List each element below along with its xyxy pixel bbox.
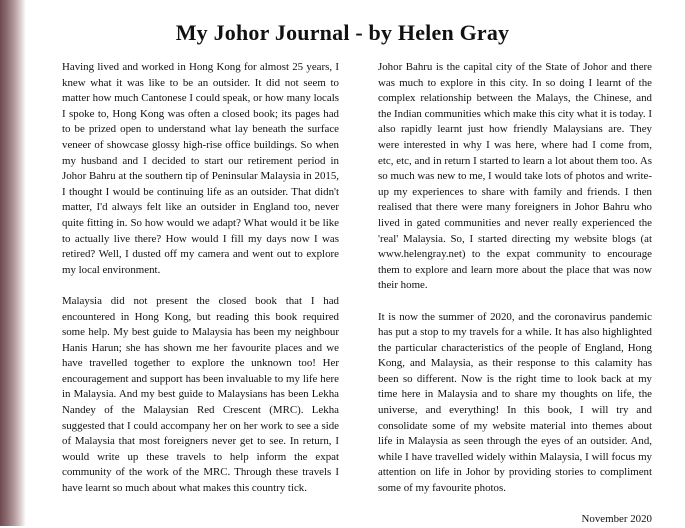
book-spine-shadow <box>0 0 26 526</box>
date-signature: November 2020 <box>581 513 652 526</box>
paragraph: Malaysia did not present the closed book that I had encountered in Hong Kong, but reading this book required some help. My best guide to Malaysia has been my neighbour Hanis Harun; she has shown me her favourite places and we have travelled together to explore the unknown too! Her encouragement and support has been invaluable to my life here in Malaysia. And my best guide to Malaysians has been Lekha Nandey of the Malaysian Red Crescent (MRC). Lekha suggested that I could accompany her on her work to see a side of Malaysia that most foreigners never get to see. In return, I would write up these travels to help inform the expat community of the work of the MRC. Through these travels I have learnt so much about what makes this country tick. <box>62 294 339 495</box>
paragraph: It is now the summer of 2020, and the coronavirus pandemic has put a stop to my travels for a while. It has also highlighted the particular characteristics of the people of England, Hong Kong, and Malaysia, as their response to this calamity has been so different. Now is the right time to look back at my time here in Malaysia and to share my thoughts on life, the universe, and everything! In this book, I will try and consolidate some of my website material into themes about life in Malaysia as seen through the eyes of an outsider. And, while I have travelled widely within Malaysia, I will focus my attention on life in Johor by providing stories to compliment some of my favourite photos. <box>378 310 652 495</box>
paragraph: Having lived and worked in Hong Kong for almost 25 years, I knew what it was like to be an outsider. It did not seem to matter how much Cantonese I could speak, or how many locals I spoke to, Hong Kong was often a closed book; its pages had to be prized open to understand what lay beneath the surface veneer of showcase glossy high-rise office buildings. So when my husband and I decided to start our retirement period in Johor Bahru at the southern tip of Peninsular Malaysia in 2015, I thought I would be continuing life as an outsider. That didn't matter, I'd always felt like an outsider in England too, never quite fitting in. So how would we adapt? What would it be like to actually live there? How would I fill my days now I was retired? Well, I dusted off my camera and went out to explore my local environment. <box>62 61 339 276</box>
left-column <box>62 60 339 512</box>
page-title: My Johor Journal - by Helen Gray <box>175 20 510 45</box>
paragraph: Johor Bahru is the capital city of the State of Johor and there was much to explore in this city. In so doing I learnt of the complex relationship between the Malays, the Chinese, and the Indian communities which make this city what it is today. I also rapidly learnt just how friendly Malaysians are. They were interested in why I was here, where had I come from, etc, etc, and in return I started to learn a lot about them too. As so much was new to me, I would take lots of photos and write-up my experiences to share with family and friends. I then realised that there were many foreigners in Johor Bahru who lived in gated communities and never really experienced the 'real' Malaysia. So, I started directing my website blogs (at www.helengray.net) to the expat community to encourage them to explore and learn more about the place that was now their home. <box>378 61 652 292</box>
right-column <box>378 60 652 528</box>
